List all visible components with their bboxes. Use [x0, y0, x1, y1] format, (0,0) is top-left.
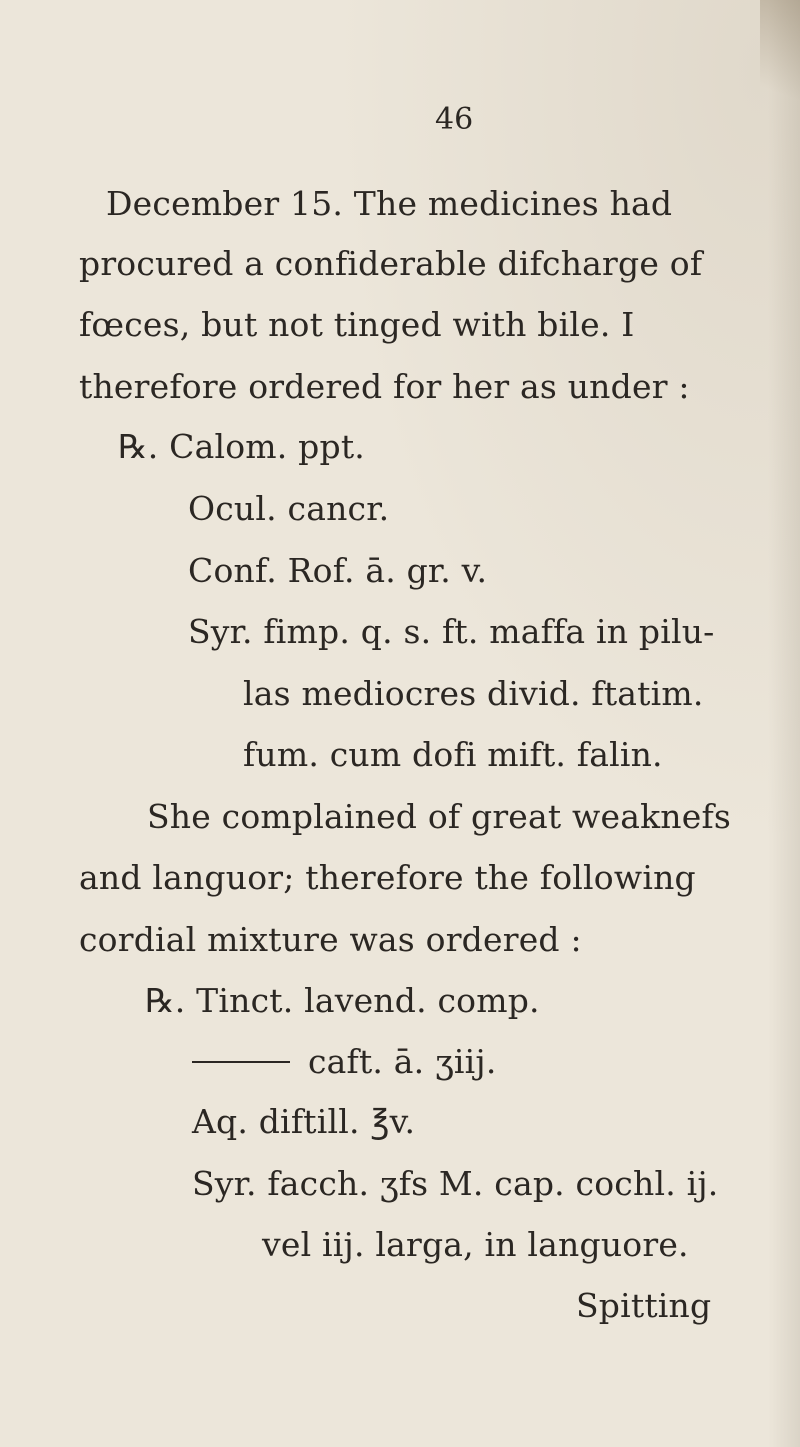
ditto-dash — [192, 1061, 290, 1063]
text-line-1: December 15. The medicines had — [106, 184, 673, 223]
text-line-5: She complained of great weaknefs — [147, 797, 732, 836]
prescription-line-4: Syr. fimp. q. s. ft. maffa in pilu- — [188, 612, 715, 651]
prescription-line-8 — [192, 1042, 497, 1081]
prescription-line-6: fum. cum dofi mift. falin. — [243, 735, 663, 774]
prescription-line-9: Aq. diftill. ℥v. — [192, 1102, 416, 1141]
text-line-2: procured a confiderable difcharge of — [79, 244, 703, 283]
prescription-line-7: ℞. Tinct. lavend. comp. — [145, 981, 540, 1020]
text-line-6: and languor; therefore the following — [79, 858, 696, 897]
prescription-line-8-text: caft. ā. ʒiij. — [308, 1042, 497, 1081]
prescription-line-11: vel iij. larga, in languore. — [262, 1225, 689, 1264]
prescription-line-5: las mediocres divid. ftatim. — [243, 674, 704, 713]
text-line-4: therefore ordered for her as under : — [79, 367, 690, 406]
page-number: 46 — [435, 102, 474, 137]
prescription-line-2: Ocul. cancr. — [188, 489, 390, 528]
prescription-line-10: Syr. facch. ʒfs M. cap. cochl. ij. — [192, 1164, 719, 1203]
page-stain — [760, 0, 800, 130]
text-line-7: cordial mixture was ordered : — [79, 920, 582, 959]
text-line-3: fœces, but not tinged with bile. I — [79, 305, 635, 344]
prescription-line-1: ℞. Calom. ppt. — [118, 427, 365, 466]
prescription-line-3: Conf. Rof. ā. gr. v. — [188, 551, 488, 590]
catchword: Spitting — [576, 1286, 712, 1325]
